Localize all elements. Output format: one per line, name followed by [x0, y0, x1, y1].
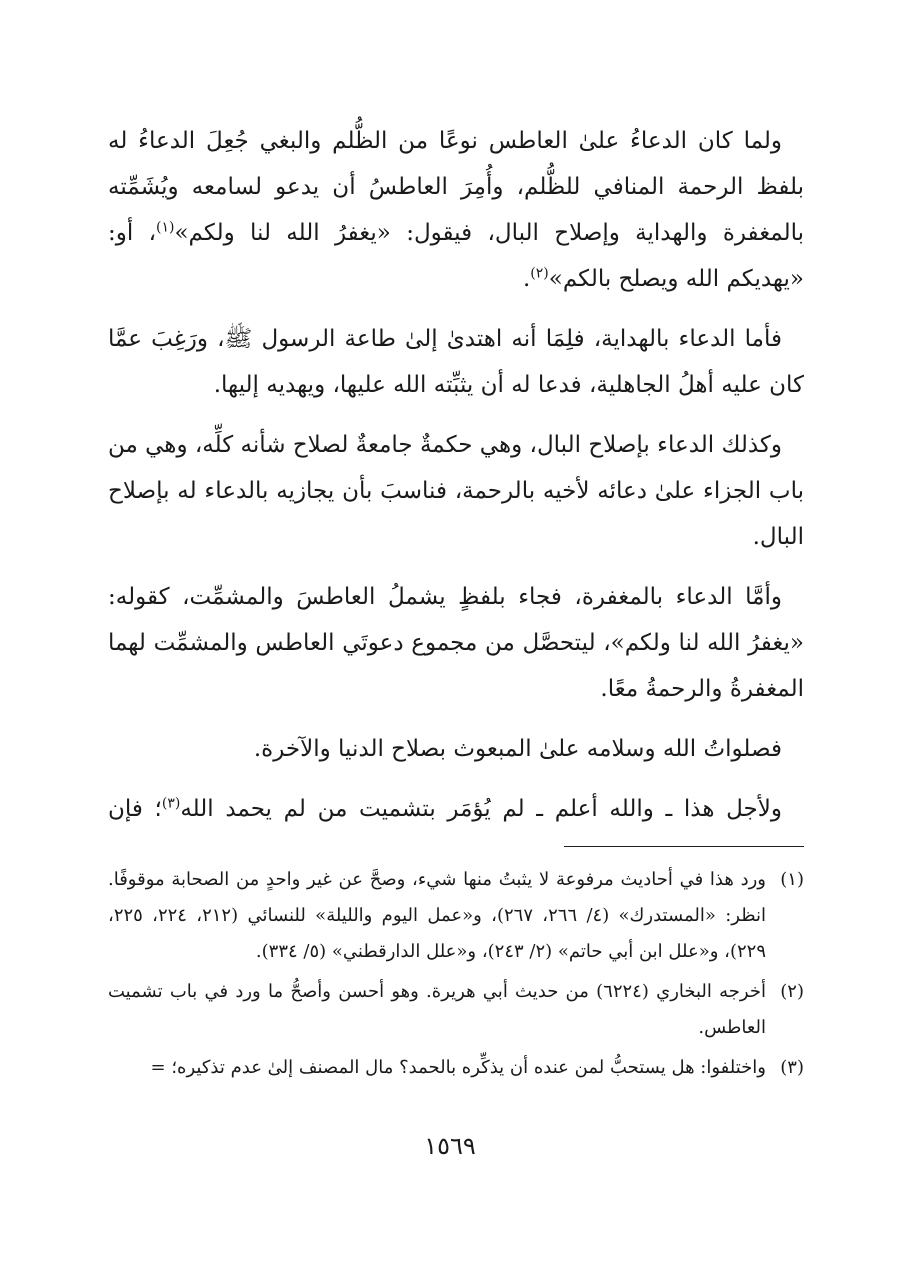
footnotes: [108, 862, 804, 1090]
footnote-number: (١): [780, 869, 804, 890]
paragraph-3: وكذلك الدعاء بإصلاح البال، وهي حكمةٌ جامعةٌ لصلاح شأنه كلِّه، وهي من باب الجزاء علىٰ دعائه لأخيه بالرحمة، فناسبَ بأن يجازيه بالدعاء له بإصلاح البال.: [108, 432, 804, 550]
paragraph-1-end: .: [522, 266, 531, 292]
paragraph-5: فصلواتُ الله وسلامه علىٰ المبعوث بصلاح الدنيا والآخرة.: [253, 736, 782, 762]
paragraph-6-text: ولأجل هذا ـ والله أعلم ـ لم يُؤمَر بتشميت من لم يحمد الله: [180, 796, 782, 822]
body-text: [108, 118, 804, 832]
footnote-separator: [564, 846, 804, 847]
paragraph-6: [108, 786, 804, 832]
paragraph-6-tail: ؛ فإن: [108, 796, 162, 822]
footnote-3: [108, 1050, 804, 1086]
footnote-ref-3[interactable]: (٣): [161, 795, 181, 812]
footnote-1: [108, 862, 804, 970]
paragraph-1-text: ولما كان الدعاءُ علىٰ العاطس نوعًا من الظُّلم والبغي جُعِلَ الدعاءُ له بلفظ الرحمة المنافي للظُّلم، وأُمِرَ العاطسُ أن يدعو لسامعه ويُشَمِّته بالمغفرة والهداية وإصلاح البال، فيقول: «يغفرُ الله لنا ولكم»: [108, 128, 805, 246]
footnote-ref-1[interactable]: (١): [156, 219, 175, 236]
footnote-text: ورد هذا في أحاديث مرفوعة لا يثبتُ منها شيء، وصحَّ عن غير واحدٍ من الصحابة موقوفًا. انظر: «المستدرك» (٤/ ٢٦٦، ٢٦٧)، و«عمل اليوم والليلة» للنسائي (٢١٢، ٢٢٤، ٢٢٥، ٢٢٩)، و«علل ابن أبي حاتم» (٢/ ٢٤٣)، و«علل الدارقطني» (٥/ ٣٣٤).: [108, 869, 767, 962]
footnote-ref-2[interactable]: (٢): [530, 265, 549, 282]
paragraph-1-tail: ، أو: «يهديكم الله ويصلح بالكم»: [108, 220, 804, 292]
page-content: [108, 118, 805, 1078]
page-number: ١٥٦٩: [424, 1132, 476, 1160]
paragraph-4: وأمَّا الدعاء بالمغفرة، فجاء بلفظٍ يشملُ العاطسَ والمشمِّت، كقوله: «يغفرُ الله لنا ولكم»، ليتحصَّل من مجموع دعوتَي العاطس والمشمِّت لهما المغفرةُ والرحمةُ معًا.: [108, 584, 804, 702]
footnote-number: (٢): [780, 981, 804, 1002]
footnote-2: [108, 974, 804, 1046]
footnote-number: (٣): [780, 1057, 804, 1078]
paragraph-1: [108, 118, 804, 302]
footnote-text: واختلفوا: هل يستحبُّ لمن عنده أن يذكِّره بالحمد؟ مال المصنف إلىٰ عدم تذكيره؛ =: [150, 1057, 766, 1078]
footnote-text: أخرجه البخاري (٦٢٢٤) من حديث أبي هريرة. وهو أحسن وأصحُّ ما ورد في باب تشميت العاطس.: [108, 981, 766, 1038]
paragraph-2: فأما الدعاء بالهداية، فلِمَا أنه اهتدىٰ إلىٰ طاعة الرسول ﷺ، ورَغِبَ عمَّا كان عليه أهلُ الجاهلية، فدعا له أن يثبِّته الله عليها، ويهديه إليها.: [108, 326, 804, 398]
